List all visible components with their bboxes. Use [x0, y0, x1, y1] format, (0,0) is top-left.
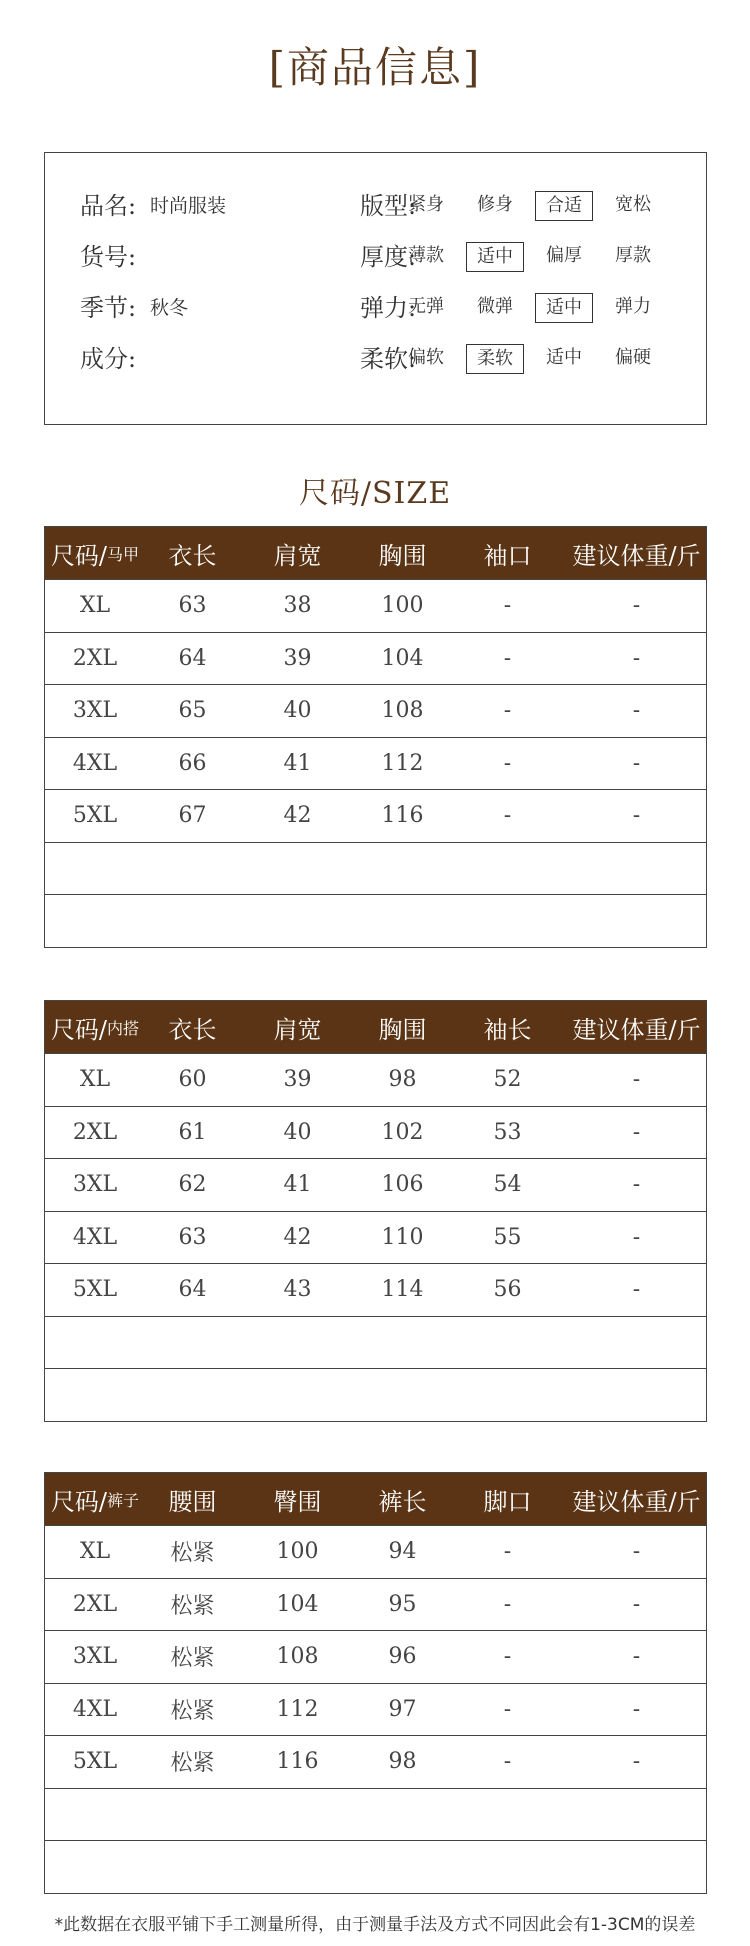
header-cell: 袖长 [483, 1015, 532, 1044]
table-cell: 4XL [72, 750, 118, 776]
table-cell: 110 [381, 1224, 424, 1250]
table-cell: - [503, 1749, 512, 1775]
table-cell: - [632, 1067, 641, 1093]
header-cell: 肩宽 [273, 541, 322, 570]
attribute-option: 偏厚 [546, 245, 582, 266]
table-cell: 108 [276, 1644, 319, 1670]
header-cell: 衣长 [168, 1015, 217, 1044]
attribute-label: 柔软: [360, 345, 417, 373]
table-cell: 松紧 [170, 1751, 215, 1777]
table-cell [45, 1841, 145, 1893]
table-cell: 42 [283, 803, 312, 829]
table-row [45, 1158, 706, 1211]
table-cell [240, 1789, 355, 1841]
table-row [45, 1316, 706, 1369]
info-value: 秋冬 [150, 297, 189, 319]
table-cell: 42 [283, 1224, 312, 1250]
table-cell: 108 [381, 698, 424, 724]
table-cell [145, 1789, 240, 1841]
table-cell: 5XL [72, 803, 118, 829]
table-cell [240, 843, 355, 895]
table-cell [565, 1789, 708, 1841]
table-cell: 3XL [72, 1172, 118, 1198]
header-cell: 肩宽 [273, 1015, 322, 1044]
table-cell: 2XL [72, 1119, 118, 1145]
info-row [45, 186, 706, 226]
header-cell-size: 尺码/ 内搭 [50, 1015, 140, 1044]
table-cell: - [503, 803, 512, 829]
info-row [45, 288, 706, 328]
table-cell: - [632, 698, 641, 724]
table-cell: 97 [388, 1696, 417, 1722]
table-cell [565, 1369, 708, 1421]
table-cell [145, 1841, 240, 1893]
info-label: 品名: [80, 192, 137, 220]
attribute-option: 弹力 [615, 296, 651, 317]
table-cell: 104 [276, 1591, 319, 1617]
table-cell: 2XL [72, 645, 118, 671]
table-cell: 2XL [72, 1591, 118, 1617]
table-cell: - [503, 698, 512, 724]
table-cell [240, 1317, 355, 1369]
info-value: 时尚服装 [150, 195, 227, 217]
table-cell: - [503, 1539, 512, 1565]
table-cell [355, 895, 450, 947]
table-cell: 松紧 [170, 1541, 215, 1567]
table-cell: 60 [178, 1067, 207, 1093]
table-cell: - [632, 1644, 641, 1670]
table-row [45, 1106, 706, 1159]
table-cell: 3XL [72, 698, 118, 724]
table-cell: 112 [381, 750, 424, 776]
table-cell [450, 1789, 565, 1841]
table-header [45, 1473, 706, 1525]
table-cell [45, 1789, 145, 1841]
attribute-option: 偏硬 [615, 347, 651, 368]
product-info-box [44, 152, 707, 425]
header-cell: 建议体重/斤 [572, 1487, 701, 1516]
table-row [45, 1211, 706, 1264]
table-cell: - [503, 1591, 512, 1617]
header-cell-size: 尺码/ 裤子 [50, 1487, 140, 1516]
table-cell: - [632, 593, 641, 619]
table-cell: 39 [283, 645, 312, 671]
attribute-label: 弹力: [360, 294, 417, 322]
table-cell: 66 [178, 750, 207, 776]
info-row [45, 339, 706, 379]
table-row [45, 894, 706, 947]
table-cell: 65 [178, 698, 207, 724]
header-cell-size: 尺码/ 马甲 [50, 541, 140, 570]
header-cell: 袖口 [483, 541, 532, 570]
table-cell: - [632, 1539, 641, 1565]
table-cell: 55 [493, 1224, 522, 1250]
table-cell: 4XL [72, 1696, 118, 1722]
table-cell: 102 [381, 1119, 424, 1145]
table-cell: 63 [178, 593, 207, 619]
table-cell: 53 [493, 1119, 522, 1145]
attribute-option: 修身 [477, 194, 513, 215]
table-cell: 95 [388, 1591, 417, 1617]
table-row [45, 1735, 706, 1788]
table-row [45, 1578, 706, 1631]
table-cell: 5XL [72, 1749, 118, 1775]
header-cell: 臀围 [273, 1487, 322, 1516]
attribute-label: 厚度: [360, 243, 417, 271]
table-cell: 64 [178, 645, 207, 671]
attribute-option: 无弹 [408, 296, 444, 317]
table-cell: 104 [381, 645, 424, 671]
table-cell: 松紧 [170, 1698, 215, 1724]
table-row [45, 1053, 706, 1106]
table-row [45, 1263, 706, 1316]
table-cell: 松紧 [170, 1646, 215, 1672]
table-row [45, 1840, 706, 1893]
table-cell: 114 [381, 1277, 424, 1303]
header-cell: 裤长 [378, 1487, 427, 1516]
table-cell [565, 1841, 708, 1893]
table-cell [240, 895, 355, 947]
table-cell: - [632, 1224, 641, 1250]
table-cell [45, 1369, 145, 1421]
table-cell: 100 [276, 1539, 319, 1565]
info-label: 季节: [80, 294, 137, 322]
size-table-inner [44, 1000, 707, 1422]
attribute-option: 适中 [546, 347, 582, 368]
table-cell: 5XL [72, 1277, 118, 1303]
table-cell: - [503, 1696, 512, 1722]
table-cell: - [632, 803, 641, 829]
table-cell: 52 [493, 1067, 522, 1093]
header-cell: 胸围 [378, 541, 427, 570]
info-label: 成分: [80, 345, 137, 373]
table-cell [450, 843, 565, 895]
table-cell: - [503, 750, 512, 776]
table-cell: - [503, 1644, 512, 1670]
info-label: 货号: [80, 243, 137, 271]
table-cell [145, 1317, 240, 1369]
table-cell: 54 [493, 1172, 522, 1198]
attribute-option-selected: 合适 [535, 191, 593, 221]
table-row [45, 1630, 706, 1683]
table-cell [355, 1841, 450, 1893]
table-cell: 98 [388, 1749, 417, 1775]
attribute-option: 薄款 [408, 245, 444, 266]
attribute-option: 厚款 [615, 245, 651, 266]
table-cell [45, 895, 145, 947]
header-cell: 脚口 [483, 1487, 532, 1516]
table-cell: - [632, 1277, 641, 1303]
attribute-option-selected: 柔软 [466, 344, 524, 374]
table-cell: 112 [276, 1696, 319, 1722]
table-cell: 116 [276, 1749, 319, 1775]
table-cell: 100 [381, 593, 424, 619]
table-cell: - [632, 750, 641, 776]
table-row [45, 579, 706, 632]
table-header [45, 1001, 706, 1053]
table-cell [355, 1317, 450, 1369]
table-cell: - [503, 645, 512, 671]
attribute-option: 微弹 [477, 296, 513, 317]
table-row [45, 1788, 706, 1841]
table-cell: 39 [283, 1067, 312, 1093]
table-cell: 41 [283, 1172, 312, 1198]
table-row [45, 684, 706, 737]
table-cell: - [632, 1749, 641, 1775]
table-cell: 38 [283, 593, 312, 619]
attribute-option: 宽松 [615, 194, 651, 215]
table-row [45, 1683, 706, 1736]
table-row [45, 737, 706, 790]
attribute-option-selected: 适中 [535, 293, 593, 323]
table-cell [565, 895, 708, 947]
table-cell: - [632, 1591, 641, 1617]
table-row [45, 1525, 706, 1578]
table-cell [450, 1369, 565, 1421]
table-cell: - [503, 593, 512, 619]
table-cell: 63 [178, 1224, 207, 1250]
table-row [45, 789, 706, 842]
header-cell: 建议体重/斤 [572, 541, 701, 570]
attribute-option: 紧身 [408, 194, 444, 215]
size-table-pants [44, 1472, 707, 1894]
table-cell: 3XL [72, 1644, 118, 1670]
size-heading: 尺码/SIZE [298, 476, 452, 511]
table-cell: 41 [283, 750, 312, 776]
table-cell [145, 1369, 240, 1421]
table-cell [355, 843, 450, 895]
table-cell [45, 1317, 145, 1369]
table-cell: XL [79, 1539, 111, 1565]
table-cell [565, 1317, 708, 1369]
table-cell: 40 [283, 1119, 312, 1145]
table-cell [240, 1841, 355, 1893]
table-cell: 94 [388, 1539, 417, 1565]
table-cell [565, 843, 708, 895]
table-cell: 62 [178, 1172, 207, 1198]
table-cell: 67 [178, 803, 207, 829]
table-cell [145, 843, 240, 895]
table-cell: - [632, 1119, 641, 1145]
header-cell: 衣长 [168, 541, 217, 570]
table-cell: 4XL [72, 1224, 118, 1250]
table-row [45, 632, 706, 685]
table-header [45, 527, 706, 579]
measurement-footnote: *此数据在衣服平铺下手工测量所得，由于测量手法及方式不同因此会有1-3CM的误差 [54, 1915, 696, 1935]
table-cell: 61 [178, 1119, 207, 1145]
header-cell: 胸围 [378, 1015, 427, 1044]
table-cell [450, 1841, 565, 1893]
table-cell: 116 [381, 803, 424, 829]
table-cell [450, 895, 565, 947]
table-cell: 43 [283, 1277, 312, 1303]
table-cell [45, 843, 145, 895]
table-row [45, 842, 706, 895]
table-cell [240, 1369, 355, 1421]
table-cell [355, 1789, 450, 1841]
table-cell: 96 [388, 1644, 417, 1670]
page-title: [商品信息] [268, 43, 482, 92]
table-cell: 106 [381, 1172, 424, 1198]
size-table-vest [44, 526, 707, 948]
table-cell: 56 [493, 1277, 522, 1303]
info-row [45, 237, 706, 277]
table-cell: 64 [178, 1277, 207, 1303]
table-cell: - [632, 1696, 641, 1722]
table-cell [355, 1369, 450, 1421]
attribute-label: 版型: [360, 192, 417, 220]
table-cell: 98 [388, 1067, 417, 1093]
table-cell [450, 1317, 565, 1369]
attribute-option-selected: 适中 [466, 242, 524, 272]
header-cell: 建议体重/斤 [572, 1015, 701, 1044]
table-cell: - [632, 645, 641, 671]
attribute-option: 偏软 [408, 347, 444, 368]
table-cell: 40 [283, 698, 312, 724]
table-cell: - [632, 1172, 641, 1198]
table-cell: XL [79, 1067, 111, 1093]
table-cell: 松紧 [170, 1593, 215, 1619]
table-cell [145, 895, 240, 947]
table-row [45, 1368, 706, 1421]
table-cell: XL [79, 593, 111, 619]
header-cell: 腰围 [168, 1487, 217, 1516]
